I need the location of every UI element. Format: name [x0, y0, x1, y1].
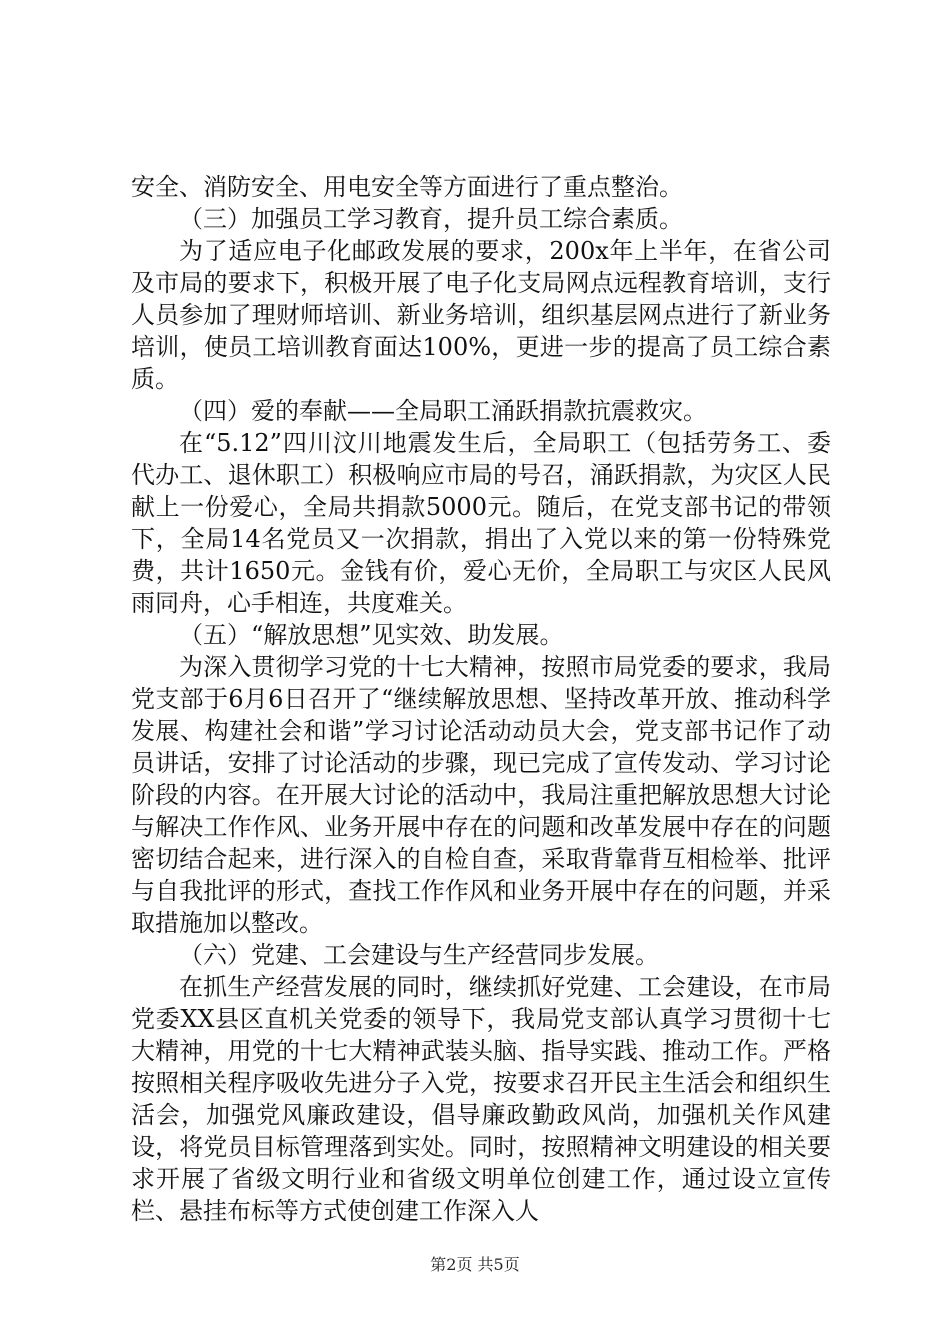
paragraph-1: 安全、消防安全、用电安全等方面进行了重点整治。: [131, 173, 683, 201]
paragraph-donation: 在“5.12”四川汶川地震发生后，全局职工（包括劳务工、委代办工、退休职工）积极响应市局的号召，涌跃捐款，为灾区人民献上一份爱心，全局共捐款5000元。随后，在党支部书记的带领下，全局14名党员又一次捐款，捐出了入党以来的第一份特殊党费，共计1650元。金钱有价，爱心无价，全局职工与灾区人民风雨同舟，心手相连，共度难关。: [131, 429, 831, 617]
paragraph-heading-3: （三）加强员工学习教育，提升员工综合素质。: [179, 205, 683, 233]
paragraph-heading-5: （五）“解放思想”见实效、助发展。: [179, 621, 564, 649]
paragraph-party-building: 在抓生产经营发展的同时，继续抓好党建、工会建设，在市局党委XX县区直机关党委的领导下，我局党支部认真学习贯彻十七大精神，用党的十七大精神武装头脑、指导实践、推动工作。严格按照相关程序吸收先进分子入党，按要求召开民主生活会和组织生活会，加强党风廉政建设，倡导廉政勤政风尚，加强机关作风建设，将党员目标管理落到实处。同时，按照精神文明建设的相关要求开展了省级文明行业和省级文明单位创建工作，通过设立宣传栏、悬挂布标等方式使创建工作深入人: [131, 973, 831, 1225]
paragraph-discussion: 为深入贯彻学习党的十七大精神，按照市局党委的要求，我局党支部于6月6日召开了“继续解放思想、坚持改革开放、推动科学发展、构建社会和谐”学习讨论活动动员大会，党支部书记作了动员讲话，安排了讨论活动的步骤，现已完成了宣传发动、学习讨论阶段的内容。在开展大讨论的活动中，我局注重把解放思想大讨论与解决工作作风、业务开展中存在的问题和改革发展中存在的问题密切结合起来，进行深入的自检自查，采取背靠背互相检举、批评与自我批评的形式，查找工作作风和业务开展中存在的问题，并采取措施加以整改。: [131, 653, 831, 937]
paragraph-training: 为了适应电子化邮政发展的要求，200x年上半年，在省公司及市局的要求下，积极开展了电子化支局网点远程教育培训，支行人员参加了理财师培训、新业务培训，组织基层网点进行了新业务培训，使员工培训教育面达100%，更进一步的提高了员工综合素质。: [131, 237, 831, 393]
paragraph-heading-6: （六）党建、工会建设与生产经营同步发展。: [179, 941, 659, 969]
paragraph-heading-4: （四）爱的奉献——全局职工涌跃捐款抗震救灾。: [179, 397, 707, 425]
document-body: [131, 171, 831, 1227]
page-footer: 第2页 共5页: [430, 1255, 520, 1274]
